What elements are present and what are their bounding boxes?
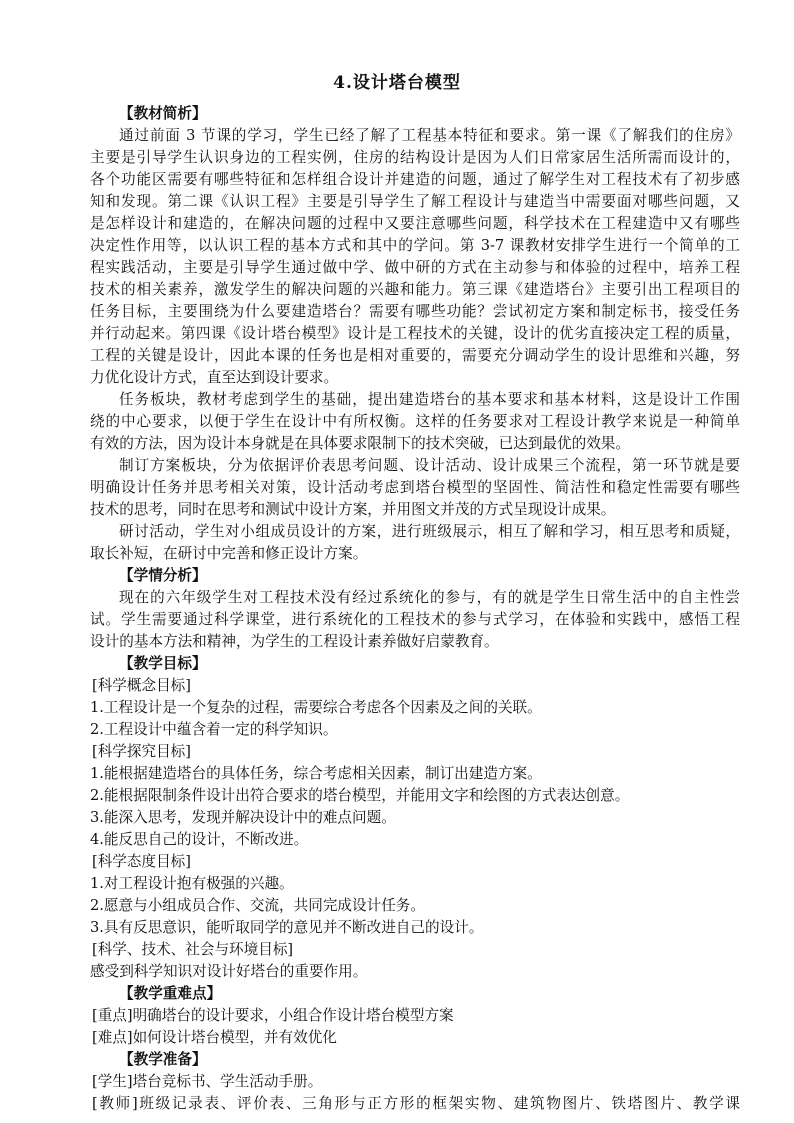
paragraph-line: 各个功能区需要有哪些特征和怎样组合设计并建造的问题，通过了解学生对工程技术有了初步感 (90, 171, 740, 188)
paragraph-line: 绕的中心要求，以便于学生在设计中有所权衡。这样的任务要求对工程设计教学来说是一种简单 (90, 413, 740, 430)
key-point-line: [重点]明确塔台的设计要求，小组合作设计塔台模型方案 (92, 1007, 454, 1024)
list-item: 2.工程设计中蕴含着一定的科学知识。 (90, 721, 338, 738)
subheading-concept-goals: [科学概念目标] (92, 677, 191, 694)
subheading-inquiry-goals: [科学探究目标] (92, 743, 191, 760)
section-heading-student-analysis: 【学情分析】 (119, 567, 207, 584)
subheading-sts-goals: [科学、技术、社会与环境目标] (92, 941, 294, 958)
difficult-point-line: [难点]如何设计塔台模型，并有效优化 (92, 1029, 337, 1046)
list-item: 4.能反思自己的设计，不断改进。 (90, 831, 309, 848)
paragraph-line: 工程的关键是设计，因此本课的任务也是相对重要的，需要充分调动学生的设计思维和兴趣，努 (90, 347, 740, 364)
paragraph-line: 程实践活动，主要是引导学生通过做中学、做中研的方式在主动参与和体验的过程中，培养工程 (90, 259, 740, 276)
paragraph-line: 主要是引导学生认识身边的工程实例，住房的结构设计是因为人们日常家居生活所需而设计的， (90, 149, 740, 166)
list-item: 1.对工程设计抱有极强的兴趣。 (90, 875, 294, 892)
section-heading-key-points: 【教学重难点】 (119, 985, 222, 1002)
paragraph-line: 制订方案板块，分为依据评价表思考问题、设计活动、设计成果三个流程，第一环节就是要 (119, 457, 740, 474)
paragraph-line: 研讨活动，学生对小组成员设计的方案，进行班级展示，相互了解和学习，相互思考和质疑， (119, 523, 740, 540)
list-item: 1.能根据建造塔台的具体任务，综合考虑相关因素，制订出建造方案。 (90, 765, 542, 782)
paragraph-line: 通过前面 3 节课的学习，学生已经了解了工程基本特征和要求。第一课《了解我们的住房》 (119, 127, 740, 144)
subheading-attitude-goals: [科学态度目标] (92, 853, 191, 870)
section-heading-preparation: 【教学准备】 (119, 1051, 207, 1068)
paragraph-line: 任务板块，教材考虑到学生的基础，提出建造塔台的基本要求和基本材料，这是设计工作围 (119, 391, 740, 408)
section-heading-textbook-analysis: 【教材简析】 (119, 105, 207, 122)
paragraph-line: 设计的基本方法和精神，为学生的工程设计素养做好启蒙教育。 (90, 633, 499, 650)
list-item: 1.工程设计是一个复杂的过程，需要综合考虑各个因素及之间的关联。 (90, 699, 542, 716)
preparation-teacher-line: [教师]班级记录表、评价表、三角形与正方形的框架实物、建筑物图片、铁塔图片、教学课 (92, 1095, 740, 1112)
list-item: 2.能根据限制条件设计出符合要求的塔台模型，并能用文字和绘图的方式表达创意。 (90, 787, 630, 804)
section-heading-teaching-goals: 【教学目标】 (119, 655, 207, 672)
preparation-student-line: [学生]塔台竞标书、学生活动手册。 (92, 1073, 323, 1090)
paragraph-line: 试。学生需要通过科学课堂，进行系统化的工程技术的参与式学习，在体验和实践中，感悟工程 (90, 611, 740, 628)
list-item: 3.具有反思意识，能听取同学的意见并不断改进自己的设计。 (90, 919, 484, 936)
paragraph-line: 技术的思考，同时在思考和测试中设计方案，并用图文并茂的方式呈现设计成果。 (90, 501, 616, 518)
paragraph-line: 力优化设计方式，直至达到设计要求。 (90, 369, 339, 386)
paragraph-line: 并行动起来。第四课《设计塔台模型》设计是工程技术的关键，设计的优劣直接决定工程的质量， (90, 325, 740, 342)
paragraph-line: 现在的六年级学生对工程技术没有经过系统化的参与，有的就是学生日常生活中的自主性尝 (119, 589, 740, 606)
paragraph-line: 有效的方法，因为设计本身就是在具体要求限制下的技术突破，已达到最优的效果。 (90, 435, 630, 452)
list-item: 3.能深入思考，发现并解决设计中的难点问题。 (90, 809, 396, 826)
paragraph-line: 取长补短，在研讨中完善和修正设计方案。 (90, 545, 368, 562)
page-title: 4.设计塔台模型 (333, 73, 461, 93)
paragraph-line: 技术的相关素养，激发学生的解决问题的兴趣和能力。第三课《建造塔台》主要引出工程项目的 (90, 281, 740, 298)
paragraph-line: 决定性作用等，以认识工程的基本方式和其中的学问。第 3-7 课教材安排学生进行一个简单的工 (90, 237, 740, 254)
paragraph-line: 任务目标，主要围绕为什么要建造塔台？需要有哪些功能？尝试初定方案和制定标书，接受任务 (90, 303, 740, 320)
list-item: 2.愿意与小组成员合作、交流，共同完成设计任务。 (90, 897, 425, 914)
paragraph-line: 明确设计任务并思考相关对策，设计活动考虑到塔台模型的坚固性、简洁性和稳定性需要有哪些 (90, 479, 740, 496)
paragraph-line: 知和发现。第二课《认识工程》主要是引导学生了解工程设计与建造当中需要面对哪些问题，又 (90, 193, 740, 210)
paragraph-line: 是怎样设计和建造的，在解决问题的过程中又要注意哪些问题，科学技术在工程建造中又有哪些 (90, 215, 740, 232)
paragraph-line: 感受到科学知识对设计好塔台的重要作用。 (90, 963, 368, 980)
